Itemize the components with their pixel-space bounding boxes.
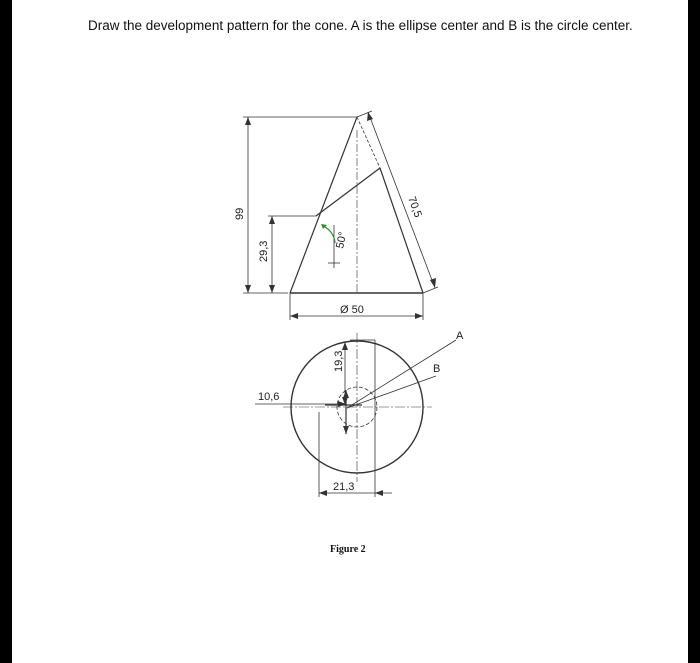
- offset-bottom-label: 21,3: [333, 481, 355, 493]
- removed-right-edge: [357, 117, 380, 168]
- cut-angle-label: 50°: [334, 230, 350, 250]
- slant-length-label: 70,5: [405, 194, 424, 220]
- cone-right-edge: [380, 168, 423, 293]
- cut-angle-arc: [323, 226, 335, 243]
- offset-bottom-arrow-right: [375, 490, 383, 496]
- point-a-label: A: [456, 330, 464, 342]
- diameter-arrow-left: [290, 313, 298, 319]
- diameter-arrow-right: [415, 313, 423, 319]
- total-height-label: 99: [234, 207, 246, 220]
- offset-vertical-label: 19,3: [333, 350, 345, 372]
- offset-left-label: 10,6: [258, 391, 280, 403]
- slant-arrow-top: [367, 112, 373, 121]
- cone-left-edge: [290, 117, 357, 293]
- cut-height-arrow-top: [269, 216, 275, 224]
- cut-height-arrow-bottom: [269, 285, 275, 293]
- slant-dim-line: [368, 112, 435, 288]
- total-height-arrow-bottom: [245, 285, 251, 293]
- slant-dimension: [357, 111, 438, 293]
- slant-ext-bottom: [423, 287, 438, 293]
- figure-caption: Figure 2: [330, 544, 366, 555]
- cut-plane-line: [316, 168, 380, 216]
- total-height-arrow-top: [245, 117, 251, 125]
- offset-bottom-arrow-left: [319, 490, 327, 496]
- point-b-label: B: [433, 363, 441, 375]
- question-text: Draw the development pattern for the cone. A is the ellipse center and B is the circle center.: [88, 18, 633, 33]
- cut-angle-marker: [321, 224, 349, 250]
- center-arrow-down: [343, 426, 349, 434]
- center-arrow-up: [343, 390, 349, 398]
- cut-height-label: 29,3: [258, 240, 270, 262]
- cone-top-view: [255, 333, 456, 497]
- base-diameter-label: Ø 50: [340, 304, 364, 316]
- slant-arrow-bottom: [430, 278, 436, 288]
